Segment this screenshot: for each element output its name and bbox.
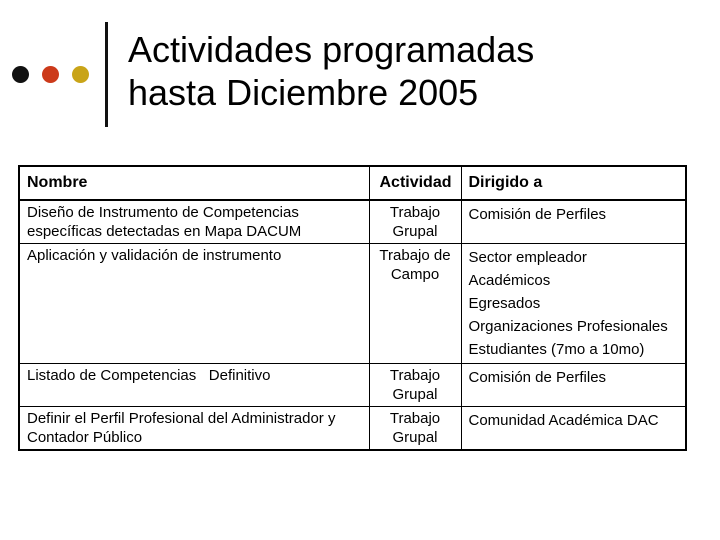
row-3-dirigido [461,364,686,407]
table-row [19,364,686,407]
row-2-dirigido [461,244,686,364]
row-2-actividad: Trabajo de Campo [369,244,461,364]
table-row [19,244,686,364]
title-divider [105,22,108,127]
title-line-1: Actividades programadas [128,29,535,70]
row-3-nombre: Listado de Competencias Definitivo [19,364,369,407]
dark-dot-icon [12,66,29,83]
table-row [19,407,686,451]
table-header-row [19,166,686,200]
row-4-nombre: Definir el Perfil Profesional del Administrador y Contador Público [19,407,369,451]
title-line-2: hasta Diciembre 2005 [128,72,479,113]
header-actividad: Actividad [369,166,461,200]
header-nombre: Nombre [19,166,369,200]
row-2-nombre: Aplicación y validación de instrumento [19,244,369,364]
table-row [19,200,686,244]
row-2-target: Estudiantes (7mo a 10mo) [468,341,645,358]
row-4-dirigido [461,407,686,451]
row-2-target: Académicos [468,272,551,289]
row-2-target: Organizaciones Profesionales [468,318,668,335]
row-2-target: Egresados [468,295,541,312]
gold-dot-icon [72,66,89,83]
row-1-actividad: Trabajo Grupal [369,200,461,244]
activities-table [18,165,687,451]
red-dot-icon [42,66,59,83]
row-4-target: Comunidad Académica DAC [468,412,659,429]
slide-title [128,28,688,114]
row-3-actividad: Trabajo Grupal [369,364,461,407]
activities-table-container [18,165,687,451]
row-4-actividad: Trabajo Grupal [369,407,461,451]
row-2-target: Sector empleador [468,249,587,266]
header-dirigido: Dirigido a [461,166,686,200]
bullet-dots-decoration [12,66,92,84]
row-1-nombre: Diseño de Instrumento de Competencias específicas detectadas en Mapa DACUM [19,200,369,244]
row-1-dirigido [461,200,686,244]
row-1-target: Comisión de Perfiles [468,206,607,223]
row-3-target: Comisión de Perfiles [468,369,607,386]
